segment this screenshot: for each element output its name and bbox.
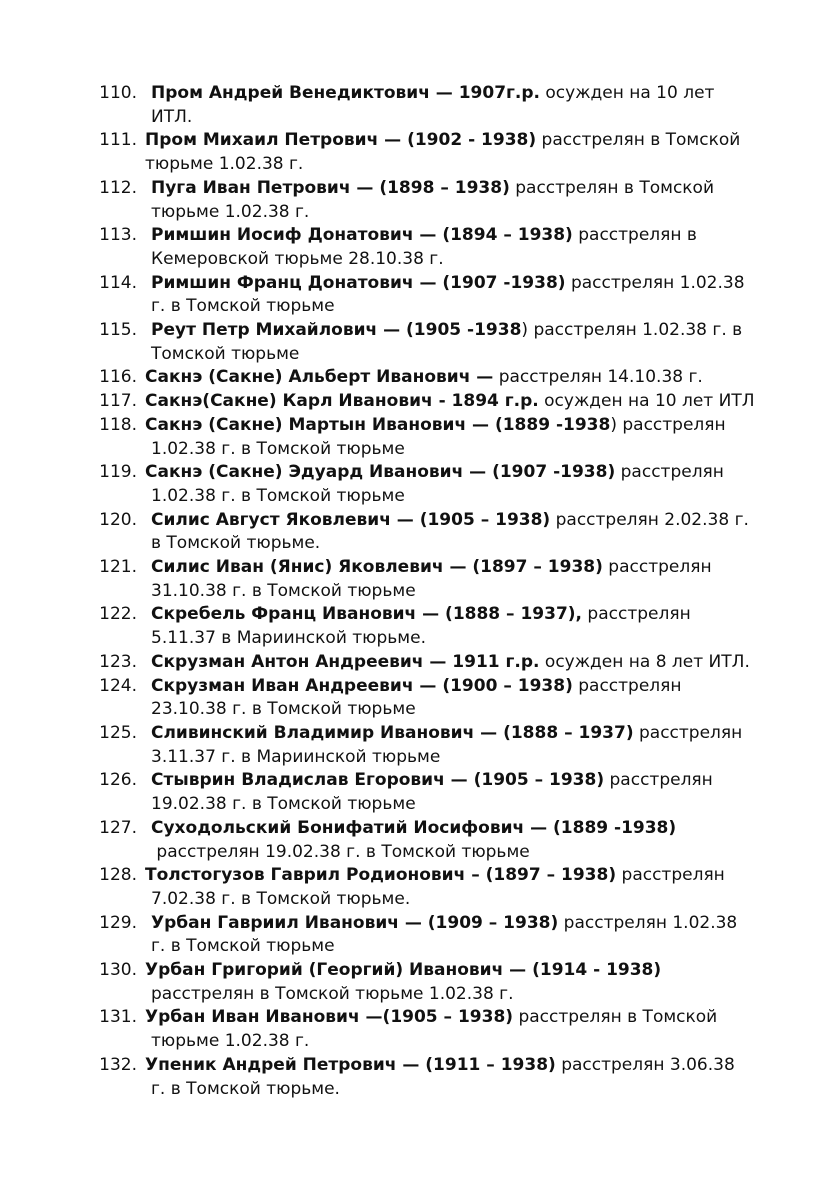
entry-text: [151, 603, 780, 650]
entry-number: 113.: [99, 225, 137, 246]
entry-name: Толстогузов Гаврил Родионович – (1897 – 1938): [145, 865, 617, 886]
entry-name: Скрузман Иван Андреевич — (1900 – 1938): [151, 675, 573, 696]
entry-continuation: 1.02.38 г. в Томской тюрьме: [151, 485, 405, 506]
entry-name: Урбан Григорий (Георгий) Иванович — (1914 - 1938): [145, 960, 662, 981]
entry-number: 119.: [99, 462, 137, 483]
list-item: [0, 1006, 840, 1053]
entry-text: [151, 651, 780, 675]
entry-continuation: 31.10.38 г. в Томской тюрьме: [151, 580, 416, 601]
entry-continuation: 7.02.38 г. в Томской тюрьме.: [151, 888, 411, 909]
list-item: [0, 722, 840, 769]
entry-number: 118.: [99, 414, 137, 435]
entry-number: 110.: [99, 83, 137, 103]
list-item: [0, 390, 840, 414]
entry-name: Пром Андрей Венедиктович — 1907г.р.: [151, 83, 540, 103]
entry-number: 125.: [99, 722, 137, 743]
entry-text: [151, 82, 780, 129]
entry-continuation: тюрьме 1.02.38 г.: [145, 154, 304, 175]
list-item: [0, 651, 840, 675]
list-item: [0, 319, 840, 366]
list-item: [0, 603, 840, 650]
entry-continuation: 1.02.38 г. в Томской тюрьме: [151, 438, 405, 459]
entry-details: расстрелян в Томской: [509, 177, 715, 198]
entry-number: 115.: [99, 320, 137, 341]
entry-name: Сакнэ (Сакне) Мартын Иванович — (1889 -1938: [145, 414, 611, 435]
entry-number: 124.: [99, 675, 137, 696]
entry-name: Урбан Гавриил Иванович — (1909 – 1938): [151, 912, 559, 933]
list-item: [0, 675, 840, 722]
entry-text: [151, 556, 780, 603]
entry-number: 122.: [99, 604, 137, 625]
entry-continuation: 5.11.37 в Мариинской тюрьме.: [151, 628, 426, 649]
entry-text: [151, 272, 780, 319]
entry-number: 112.: [99, 177, 137, 198]
entry-number: 129.: [99, 912, 137, 933]
entry-name: Силис Иван (Янис) Яковлевич — (1897 – 1938): [151, 557, 603, 578]
entry-name: Пуга Иван Петрович — (1898 – 1938): [151, 177, 510, 198]
list-item: [0, 129, 840, 176]
list-item: [0, 912, 840, 959]
list-item: [0, 1054, 840, 1101]
list-item: [0, 177, 840, 224]
entry-details: расстрелян 1.02.38: [558, 912, 738, 933]
list-item: [0, 556, 840, 603]
entry-continuation: Кемеровской тюрьме 28.10.38 г.: [151, 248, 444, 269]
list-item: [0, 224, 840, 271]
entry-details: расстрелян: [572, 675, 682, 696]
entry-continuation: тюрьме 1.02.38 г.: [151, 201, 310, 222]
entry-name: Пром Михаил Петрович — (1902 - 1938): [145, 130, 537, 151]
list-item: [0, 864, 840, 911]
entry-number: 123.: [99, 651, 137, 672]
entry-name: Реут Петр Михайлович — (1905 -1938: [151, 320, 522, 341]
entry-continuation: 19.02.38 г. в Томской тюрьме: [151, 794, 416, 815]
entry-text: [145, 390, 780, 414]
entry-continuation: тюрьме 1.02.38 г.: [151, 1031, 310, 1052]
entry-details: ) расстрелян: [610, 414, 726, 435]
entry-details: расстрелян: [616, 865, 725, 886]
entry-name: Урбан Иван Иванович —(1905 – 1938): [145, 1007, 514, 1028]
entry-continuation: г. в Томской тюрьме: [151, 936, 335, 957]
entry-details: расстрелян в Томской: [536, 130, 741, 151]
entry-continuation: г. в Томской тюрьме: [151, 296, 335, 317]
entry-continuation: расстрелян 19.02.38 г. в Томской тюрьме: [151, 841, 530, 862]
entry-text: [151, 509, 780, 556]
entry-number: 127.: [99, 817, 137, 838]
entry-details: расстрелян: [615, 462, 724, 483]
entry-details: расстрелян 1.02.38: [565, 272, 745, 293]
entry-name: Сливинский Владимир Иванович — (1888 – 1937): [151, 722, 634, 743]
entry-name: Скребель Франц Иванович — (1888 – 1937),: [151, 604, 583, 625]
victims-list: [0, 82, 840, 1101]
entry-details: расстрелян: [604, 770, 713, 791]
entry-details: расстрелян 2.02.38 г.: [550, 509, 749, 530]
list-item: [0, 272, 840, 319]
entry-text: [145, 864, 780, 911]
list-item: [0, 509, 840, 556]
entry-number: 131.: [99, 1007, 137, 1028]
entry-name: Упеник Андрей Петрович — (1911 – 1938): [145, 1054, 556, 1075]
entry-text: [145, 1006, 780, 1053]
entry-name: Римшин Франц Донатович — (1907 -1938): [151, 272, 566, 293]
entry-number: 132.: [99, 1054, 137, 1075]
entry-continuation: 3.11.37 г. в Мариинской тюрьме: [151, 746, 441, 767]
entry-number: 117.: [99, 391, 137, 412]
list-item: [0, 959, 840, 1006]
entry-name: Суходольский Бонифатий Иосифович — (1889 -1938): [151, 817, 677, 838]
entry-continuation: расстрелян в Томской тюрьме 1.02.38 г.: [151, 983, 514, 1004]
entry-text: [145, 959, 780, 1006]
entry-name: Скрузман Антон Андреевич — 1911 г.р.: [151, 651, 540, 672]
entry-text: [145, 366, 780, 390]
entry-details: расстрелян: [633, 722, 743, 743]
entry-text: [145, 461, 780, 508]
entry-text: [145, 414, 780, 461]
entry-name: Сакнэ(Сакне) Карл Иванович - 1894 г.р.: [145, 391, 539, 412]
entry-details: осужден на 10 лет ИТЛ: [538, 391, 755, 412]
entry-number: 114.: [99, 272, 137, 293]
entry-details: расстрелян: [602, 557, 712, 578]
entry-text: [145, 1054, 780, 1101]
entry-details: ) расстрелян 1.02.38 г. в: [521, 320, 743, 341]
entry-name: Сакнэ (Сакне) Альберт Иванович —: [145, 367, 494, 388]
entry-text: [151, 722, 780, 769]
entry-text: [145, 129, 780, 176]
entry-details: расстрелян в Томской: [513, 1007, 718, 1028]
list-item: [0, 414, 840, 461]
entry-text: [151, 675, 780, 722]
entry-number: 111.: [99, 130, 137, 151]
entry-text: [151, 912, 780, 959]
entry-number: 120.: [99, 509, 137, 530]
entry-number: 130.: [99, 960, 137, 981]
entry-name: Силис Август Яковлевич — (1905 – 1938): [151, 509, 551, 530]
entry-name: Римшин Иосиф Донатович — (1894 – 1938): [151, 225, 573, 246]
entry-text: [151, 319, 780, 366]
entry-continuation: г. в Томской тюрьме.: [151, 1078, 340, 1099]
list-item: [0, 817, 840, 864]
list-item: [0, 366, 840, 390]
entry-continuation: ИТЛ.: [151, 106, 193, 127]
entry-continuation: 23.10.38 г. в Томской тюрьме: [151, 699, 416, 720]
entry-number: 121.: [99, 557, 137, 578]
entry-number: 116.: [99, 367, 137, 388]
entry-name: Стыврин Владислав Егорович — (1905 – 1938): [151, 770, 605, 791]
entry-details: расстрелян 14.10.38 г.: [493, 367, 703, 388]
entry-number: 126.: [99, 770, 137, 791]
entry-details: расстрелян 3.06.38: [555, 1054, 735, 1075]
entry-text: [151, 224, 780, 271]
entry-details: осужден на 8 лет ИТЛ.: [539, 651, 750, 672]
entry-continuation: в Томской тюрьме.: [151, 533, 321, 554]
list-item: [0, 461, 840, 508]
entry-text: [151, 817, 780, 864]
entry-continuation: Томской тюрьме: [151, 343, 300, 364]
list-item: [0, 769, 840, 816]
entry-details: осужден на 10 лет: [539, 83, 715, 103]
entry-number: 128.: [99, 865, 137, 886]
entry-details: расстрелян: [582, 604, 691, 625]
entry-text: [151, 769, 780, 816]
entry-name: Сакнэ (Сакне) Эдуард Иванович — (1907 -1938): [145, 462, 616, 483]
entry-details: расстрелян в: [572, 225, 697, 246]
list-item: [0, 82, 840, 129]
entry-text: [151, 177, 780, 224]
